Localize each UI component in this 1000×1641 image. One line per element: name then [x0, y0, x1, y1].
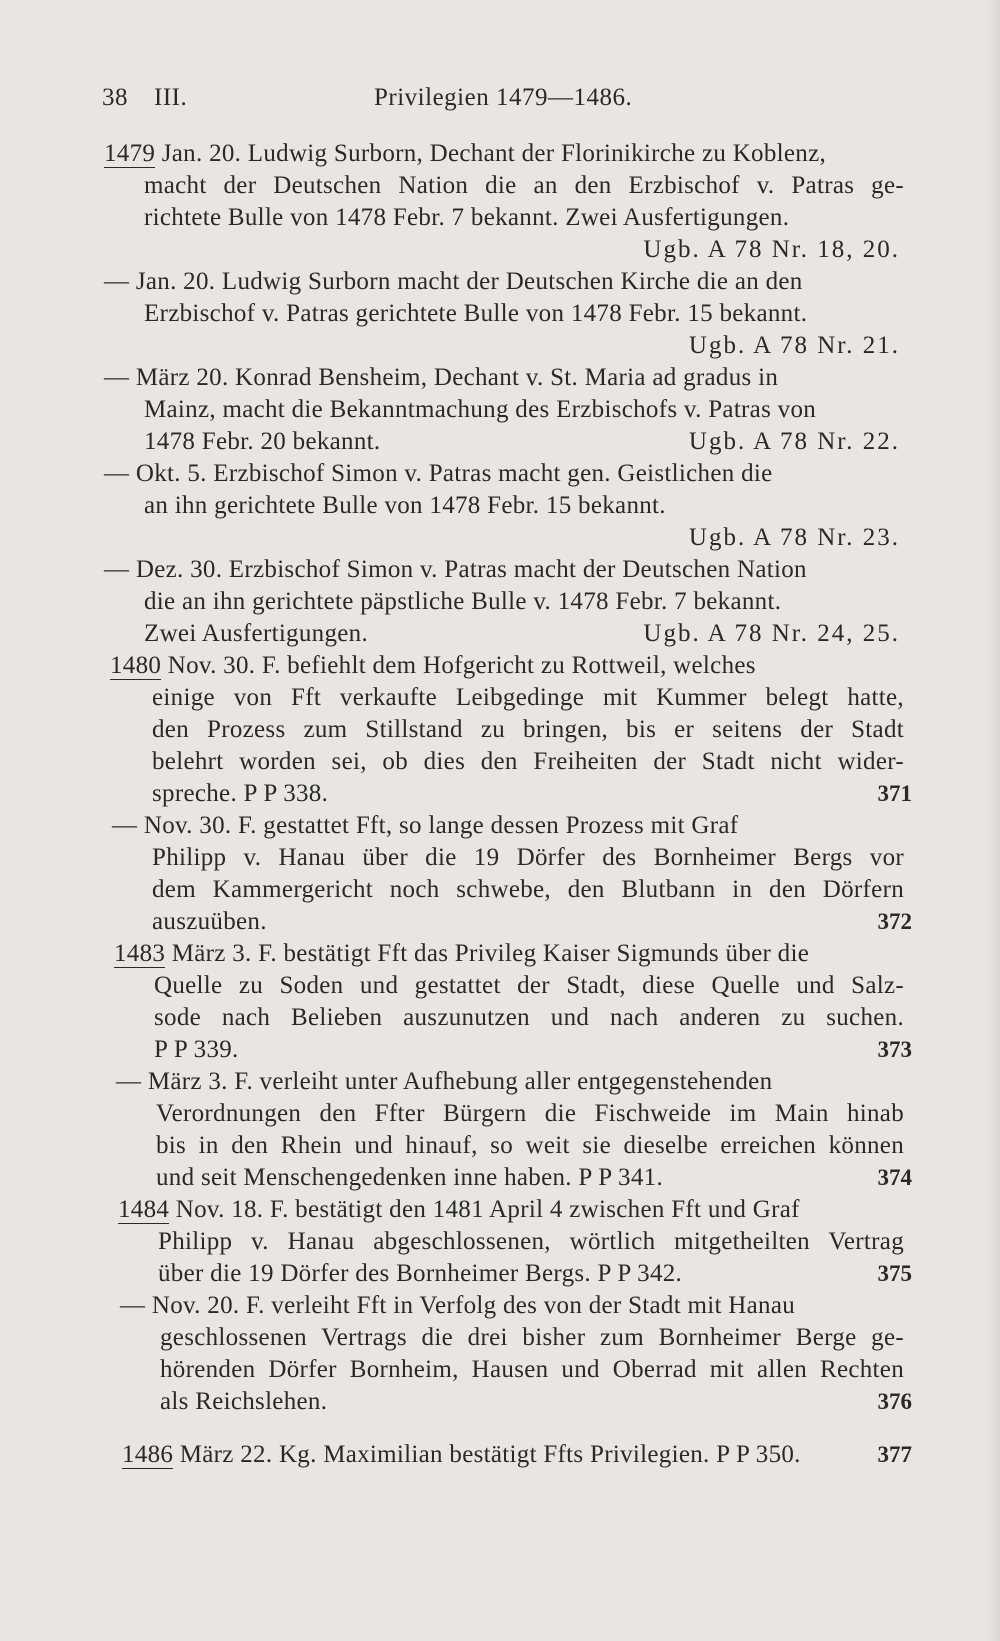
entry-line: an ihn gerichtete Bulle von 1478 Febr. 15 bekannt. — [144, 492, 666, 519]
entry-line: 1484 Nov. 18. F. bestätigt den 1481 April 4 zwischen Fft und Graf — [118, 1196, 800, 1223]
entry-line: 1478 Febr. 20 bekannt. — [144, 428, 381, 455]
entry-line: Quelle zu Soden und gestattet der Stadt, diese Quelle und Salz- — [154, 972, 904, 999]
entry-line: belehrt worden sei, ob dies den Freiheiten der Stadt nicht wider- — [152, 748, 904, 775]
entry-line: spreche. P P 338. — [152, 780, 329, 807]
archive-reference: Ugb. A 78 Nr. 21. — [688, 332, 900, 359]
entry-line: den Prozess zum Stillstand zu bringen, bis er seitens der Stadt — [152, 716, 904, 743]
entry-line: — Jan. 20. Ludwig Surborn macht der Deutschen Kirche die an den — [104, 268, 803, 295]
entry-number: 376 — [877, 1389, 912, 1414]
entry-line: — Nov. 20. F. verleiht Fft in Verfolg des von der Stadt mit Hanau — [120, 1292, 796, 1319]
page-edge-shadow — [986, 0, 1000, 1641]
entry-line: einige von Fft verkaufte Leibgedinge mit Kummer belegt hatte, — [152, 684, 904, 711]
entry-line: hörenden Dörfer Bornheim, Hausen und Oberrad mit allen Rechten — [160, 1356, 904, 1383]
entry-year: 1486 — [122, 1441, 174, 1468]
entry-line: Erzbischof v. Patras gerichtete Bulle von 1478 Febr. 15 bekannt. — [144, 300, 808, 327]
entry-line: 1479 Jan. 20. Ludwig Surborn, Dechant der Florinikirche zu Koblenz, — [104, 140, 827, 167]
entry-line: — Okt. 5. Erzbischof Simon v. Patras macht gen. Geistlichen die — [104, 460, 773, 487]
entry-line: Verordnungen den Ffter Bürgern die Fischweide im Main hinab — [156, 1100, 904, 1127]
entry-number: 374 — [877, 1165, 912, 1190]
entry-number: 372 — [877, 909, 912, 934]
entry-year: 1479 — [104, 140, 156, 167]
entry-line: 1480 Nov. 30. F. befiehlt dem Hofgericht zu Rottweil, welches — [110, 652, 756, 679]
entry-line: — Dez. 30. Erzbischof Simon v. Patras macht der Deutschen Nation — [104, 556, 807, 583]
entry-line: 1486 März 22. Kg. Maximilian bestätigt Ffts Privilegien. P P 350. — [122, 1441, 801, 1468]
entry-number: 377 — [877, 1442, 912, 1467]
archive-reference: Ugb. A 78 Nr. 24, 25. — [643, 620, 900, 647]
entry-line: dem Kammergericht noch schwebe, den Blutbann in den Dörfern — [152, 876, 904, 903]
entry-year: 1484 — [118, 1196, 170, 1223]
section-number: III. — [154, 84, 188, 111]
entry-line: macht der Deutschen Nation die an den Erzbischof v. Patras ge- — [144, 172, 904, 199]
entry-line: als Reichslehen. — [160, 1388, 328, 1415]
entry-number: 371 — [877, 781, 912, 806]
entry-line: auszuüben. — [152, 908, 267, 935]
entry-number: 375 — [877, 1261, 912, 1286]
entry-line: Mainz, macht die Bekanntmachung des Erzbischofs v. Patras von — [144, 396, 817, 423]
entry-year: 1480 — [110, 652, 162, 679]
entry-year: 1483 — [114, 940, 166, 967]
entry-line: über die 19 Dörfer des Bornheimer Bergs. P P 342. — [158, 1260, 683, 1287]
entry-line: P P 339. — [154, 1036, 239, 1063]
entry-line: Philipp v. Hanau abgeschlossenen, wörtlich mitgetheilten Vertrag — [158, 1228, 904, 1255]
entry-line: Philipp v. Hanau über die 19 Dörfer des Bornheimer Bergs vor — [152, 844, 904, 871]
entry-line: — Nov. 30. F. gestattet Fft, so lange dessen Prozess mit Graf — [112, 812, 739, 839]
entry-line: — März 20. Konrad Bensheim, Dechant v. St. Maria ad gradus in — [104, 364, 779, 391]
entry-line: richtete Bulle von 1478 Febr. 7 bekannt. Zwei Ausfertigungen. — [144, 204, 790, 231]
entry-line: 1483 März 3. F. bestätigt Fft das Privileg Kaiser Sigmunds über die — [114, 940, 810, 967]
entry-line: Zwei Ausfertigungen. — [144, 620, 369, 647]
page-number: 38 — [102, 84, 128, 111]
entry-line: und seit Menschengedenken inne haben. P P 341. — [156, 1164, 663, 1191]
entry-line: die an ihn gerichtete päpstliche Bulle v. 1478 Febr. 7 bekannt. — [144, 588, 782, 615]
entry-line: bis in den Rhein und hinauf, so weit sie dieselbe erreichen können — [156, 1132, 904, 1159]
page-header — [102, 84, 662, 118]
entry-number: 373 — [877, 1037, 912, 1062]
archive-reference: Ugb. A 78 Nr. 22. — [688, 428, 900, 455]
archive-reference: Ugb. A 78 Nr. 23. — [688, 524, 900, 551]
running-title: Privilegien 1479—1486. — [374, 84, 633, 111]
entry-line: sode nach Belieben auszunutzen und nach anderen zu suchen. — [154, 1004, 904, 1031]
entry-line: — März 3. F. verleiht unter Aufhebung aller entgegenstehenden — [116, 1068, 773, 1095]
entry-line: geschlossenen Vertrags die drei bisher zum Bornheimer Berge ge- — [160, 1324, 904, 1351]
archive-reference: Ugb. A 78 Nr. 18, 20. — [643, 236, 900, 263]
